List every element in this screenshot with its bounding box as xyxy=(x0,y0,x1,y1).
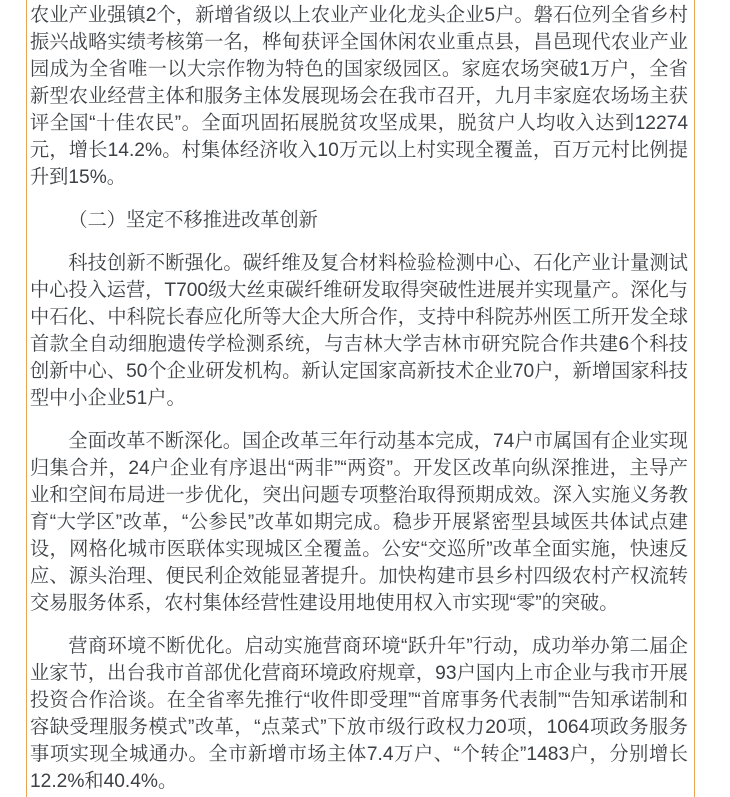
paragraph-business-environment: 营商环境不断优化。启动实施营商环境“跃升年”行动，成功举办第二届企业家节，出台我市首部优化营商环境政府规章，93户国内上市企业与我市开展投资合作洽谈。在全省率先推行“收件即受理”“首席事务代表制”“告知承诺制和容缺受理服务模式”改革，“点菜式”下放市级行政权力20项，1064项政务服务事项实现全城通办。全市新增市场主体7.4万户、“个转企”1483户，分别增长12.2%和40.4%。 xyxy=(30,636,688,792)
paragraph-agriculture-continuation: 农业产业强镇2个，新增省级以上农业产业化龙头企业5户。磐石位列全省乡村振兴战略实绩考核第一名，桦甸获评全国休闲农业重点县，昌邑现代农业产业园成为全省唯一以大宗作物为特色的国家级园区。家庭农场突破1万户，全省新型农业经营主体和服务主体发展现场会在我市召开，九月丰家庭农场场主获评全国“十佳农民”。全面巩固拓展脱贫攻坚成果，脱贫户人均收入达到12274元，增长14.2%。村集体经济收入10万元以上村实现全覆盖，百万元村比例提升到15%。 xyxy=(30,5,688,188)
paragraph-science-innovation: 科技创新不断强化。碳纤维及复合材料检验检测中心、石化产业计量测试中心投入运营，T700级大丝束碳纤维研发取得突破性进展并实现量产。深化与中石化、中科院长春应化所等大企大所合作，支持中科院苏州医工所开发全球首款全自动细胞遗传学检测系统，与吉林大学吉林市研究院合作共建6个科技创新中心、50个企业研发机构。新认定国家高新技术企业70户，新增国家科技型中小企业51户。 xyxy=(30,253,688,409)
paragraph-comprehensive-reform: 全面改革不断深化。国企改革三年行动基本完成，74户市属国有企业实现归集合并，24户企业有序退出“两非”“两资”。开发区改革向纵深推进，主导产业和空间布局进一步优化，突出问题专项整治取得预期成效。深入实施义务教育“大学区”改革，“公参民”改革如期完成。稳步开展紧密型县域医共体试点建设，网格化城市医联体实现城区全覆盖。公安“交巡所”改革全面实施，快速反应、源头治理、便民利企效能显著提升。加快构建市县乡村四级农村产权流转交易服务体系，农村集体经营性建设用地使用权入市实现“零”的突破。 xyxy=(30,431,688,614)
report-body xyxy=(30,2,688,795)
right-border-line xyxy=(694,0,695,797)
left-border-line xyxy=(26,0,27,797)
section-heading-reform-innovation: （二）坚定不移推进改革创新 xyxy=(68,210,318,231)
